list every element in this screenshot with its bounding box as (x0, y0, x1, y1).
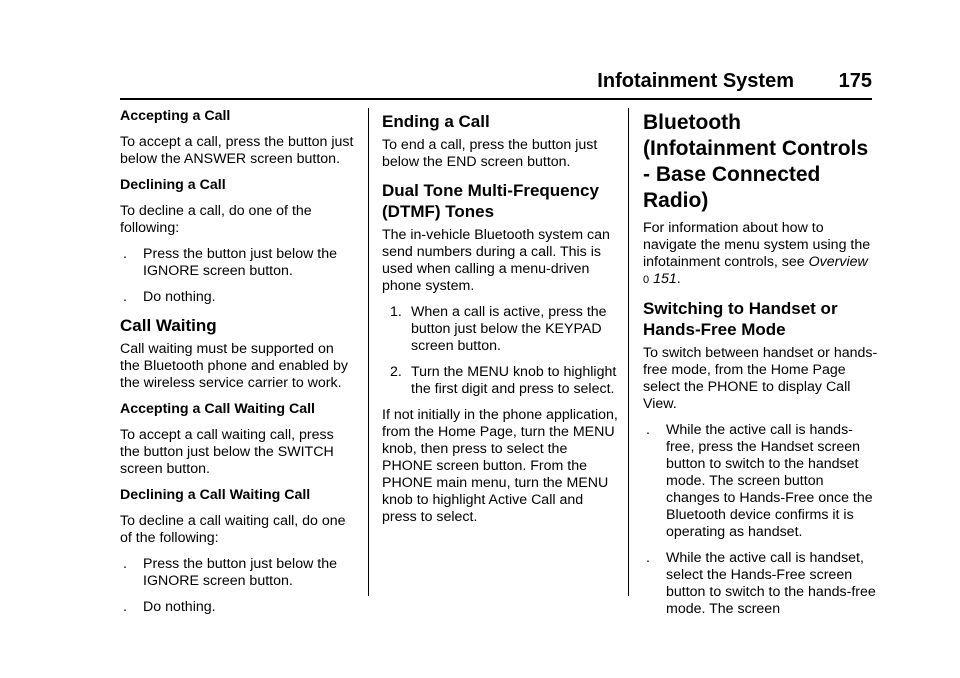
paragraph: To accept a call, press the button just below the ANSWER screen button. (120, 134, 354, 167)
section-heading: Switching to Handset or Hands-Free Mode (643, 299, 838, 339)
numbered-item (382, 364, 618, 398)
paragraph: If not initially in the phone application, from the Home Page, turn the MENU knob, then press to select the PHONE screen button. From the PHONE main menu, turn the MENU knob to highlight Active Call and press to select. (382, 407, 618, 525)
bullet-mark: . (646, 422, 650, 438)
paragraph: To switch between handset or hands-free mode, from the Home Page select the PHONE to display Call View. (643, 345, 878, 412)
section-title: Infotainment System (597, 70, 794, 92)
bullet-item (120, 556, 356, 590)
page-reference-icon: 0 (643, 274, 650, 286)
column-divider (368, 108, 369, 596)
bullet-text: While the active call is hands-free, press the Handset screen button to switch to the handset mode. The screen button changes to Hands-Free once the Bluetooth device confirms it is operating as handset. (666, 422, 873, 540)
bullet-item (643, 550, 879, 618)
bullet-mark: . (646, 550, 650, 566)
bullet-mark: . (123, 246, 127, 262)
number-mark: 2. (390, 364, 402, 380)
bullet-text: While the active call is handset, select the Hands-Free screen button to switch to the hands-free mode. The screen (666, 550, 876, 617)
bullet-mark: . (123, 599, 127, 615)
numbered-text: When a call is active, press the button just below the KEYPAD screen button. (411, 304, 607, 354)
bullet-item (120, 599, 356, 616)
section-heading: Dual Tone Multi-Frequency (DTMF) Tones (382, 181, 599, 221)
subheading: Accepting a Call Waiting Call (120, 401, 315, 417)
column-middle (382, 108, 618, 535)
section-heading: Call Waiting (120, 316, 217, 335)
subheading: Accepting a Call (120, 108, 231, 124)
section-heading: Ending a Call (382, 112, 490, 131)
bullet-text: Press the button just below the IGNORE screen button. (143, 556, 338, 589)
paragraph: To decline a call waiting call, do one of the following: (120, 513, 346, 546)
bullet-text: Do nothing. (143, 599, 216, 615)
paragraph-end: . (676, 271, 681, 287)
column-divider (628, 108, 629, 596)
page-number: 175 (838, 70, 872, 92)
bullet-item (120, 289, 356, 306)
cross-reference-link[interactable]: Overview (808, 254, 868, 270)
cross-reference-page[interactable]: 151 (653, 271, 677, 287)
bullet-item (120, 246, 356, 280)
paragraph (643, 220, 879, 289)
subheading: Declining a Call (120, 177, 226, 193)
paragraph: To accept a call waiting call, press the button just below the SWITCH screen button. (120, 427, 334, 477)
page-header (120, 70, 872, 100)
subheading: Declining a Call Waiting Call (120, 487, 311, 503)
bullet-text: Press the button just below the IGNORE screen button. (143, 246, 338, 279)
paragraph: To decline a call, do one of the following: (120, 203, 312, 236)
numbered-item (382, 304, 618, 355)
column-left (120, 108, 356, 625)
paragraph-text: For information about how to navigate the menu system using the infotainment controls, see (643, 220, 871, 270)
bullet-mark: . (123, 289, 127, 305)
column-right (643, 108, 879, 627)
bullet-text: Do nothing. (143, 289, 216, 305)
bullet-item (643, 422, 879, 541)
number-mark: 1. (390, 304, 402, 320)
numbered-text: Turn the MENU knob to highlight the first digit and press to select. (411, 364, 617, 397)
paragraph: To end a call, press the button just below the END screen button. (382, 137, 598, 170)
bullet-mark: . (123, 556, 127, 572)
paragraph: The in-vehicle Bluetooth system can send numbers during a call. This is used when calling a menu-driven phone system. (382, 227, 610, 294)
header-rule (120, 98, 872, 100)
paragraph: Call waiting must be supported on the Bluetooth phone and enabled by the wireless service carrier to work. (120, 341, 348, 391)
section-heading: Bluetooth (Infotainment Controls - Base Connected Radio) (643, 111, 869, 212)
